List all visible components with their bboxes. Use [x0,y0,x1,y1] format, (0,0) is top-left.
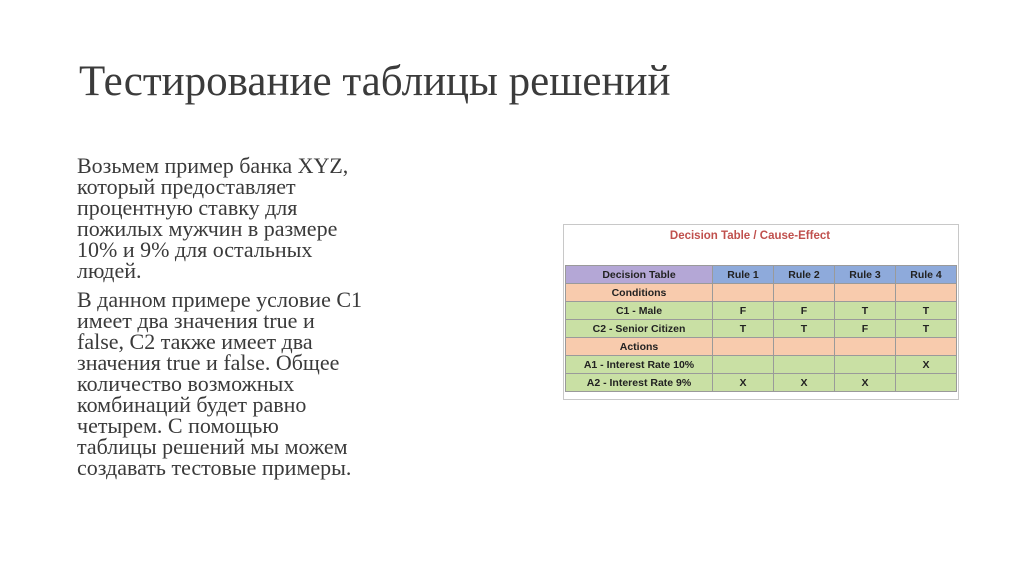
table-cell [835,356,896,374]
text-line: 10% и 9% для остальных [77,237,313,262]
text-line: количество возможных [77,371,295,396]
table-cell: X [713,374,774,392]
header-cell-rule-3: Rule 3 [835,266,896,284]
section-label-actions: Actions [566,338,713,356]
text-line: людей. [77,258,142,283]
table-cell [896,338,957,356]
text-line: значения true и false. Общее [77,350,340,375]
action-row-a2 [566,374,957,392]
table-cell: T [774,320,835,338]
table-cell [835,284,896,302]
condition-row-c1 [566,302,957,320]
paragraph-conditions-explanation [77,289,427,478]
slide-title: Тестирование таблицы решений [79,58,671,105]
table-cell: F [774,302,835,320]
text-line: который предоставляет [77,174,296,199]
header-cell-rule-4: Rule 4 [896,266,957,284]
table-cell: T [896,320,957,338]
text-line: пожилых мужчин в размере [77,216,338,241]
text-line: создавать тестовые примеры. [77,455,352,480]
table-cell [713,356,774,374]
text-line: В данном примере условие C1 [77,287,363,312]
table-cell: F [713,302,774,320]
text-line: процентную ставку для [77,195,298,220]
section-label-conditions: Conditions [566,284,713,302]
text-line: четырем. С помощью [77,413,279,438]
decision-table-heading: Decision Table / Cause-Effect [669,230,831,242]
actions-section-row [566,338,957,356]
table-cell: X [835,374,896,392]
action-row-a1 [566,356,957,374]
header-cell-rule-2: Rule 2 [774,266,835,284]
table-cell [896,374,957,392]
table-cell [774,284,835,302]
table-cell: T [896,302,957,320]
text-line: false, C2 также имеет два [77,329,313,354]
row-label: A1 - Interest Rate 10% [566,356,713,374]
decision-table [565,265,957,392]
table-cell: X [774,374,835,392]
table-cell [896,284,957,302]
table-header-row [566,266,957,284]
row-label: C1 - Male [566,302,713,320]
table-cell [774,356,835,374]
table-cell [835,338,896,356]
text-line: имеет два значения true и [77,308,315,333]
table-cell [713,284,774,302]
decision-table-image [563,224,959,400]
conditions-section-row [566,284,957,302]
row-label: A2 - Interest Rate 9% [566,374,713,392]
table-cell [774,338,835,356]
header-cell-label: Decision Table [566,266,713,284]
table-cell [713,338,774,356]
condition-row-c2 [566,320,957,338]
text-line: Возьмем пример банка XYZ, [77,153,349,178]
paragraph-bank-example [77,155,427,281]
table-cell: T [713,320,774,338]
body-text [77,155,427,486]
row-label: C2 - Senior Citizen [566,320,713,338]
text-line: комбинаций будет равно [77,392,307,417]
table-cell: T [835,302,896,320]
header-cell-rule-1: Rule 1 [713,266,774,284]
text-line: таблицы решений мы можем [77,434,348,459]
table-cell: X [896,356,957,374]
table-cell: F [835,320,896,338]
